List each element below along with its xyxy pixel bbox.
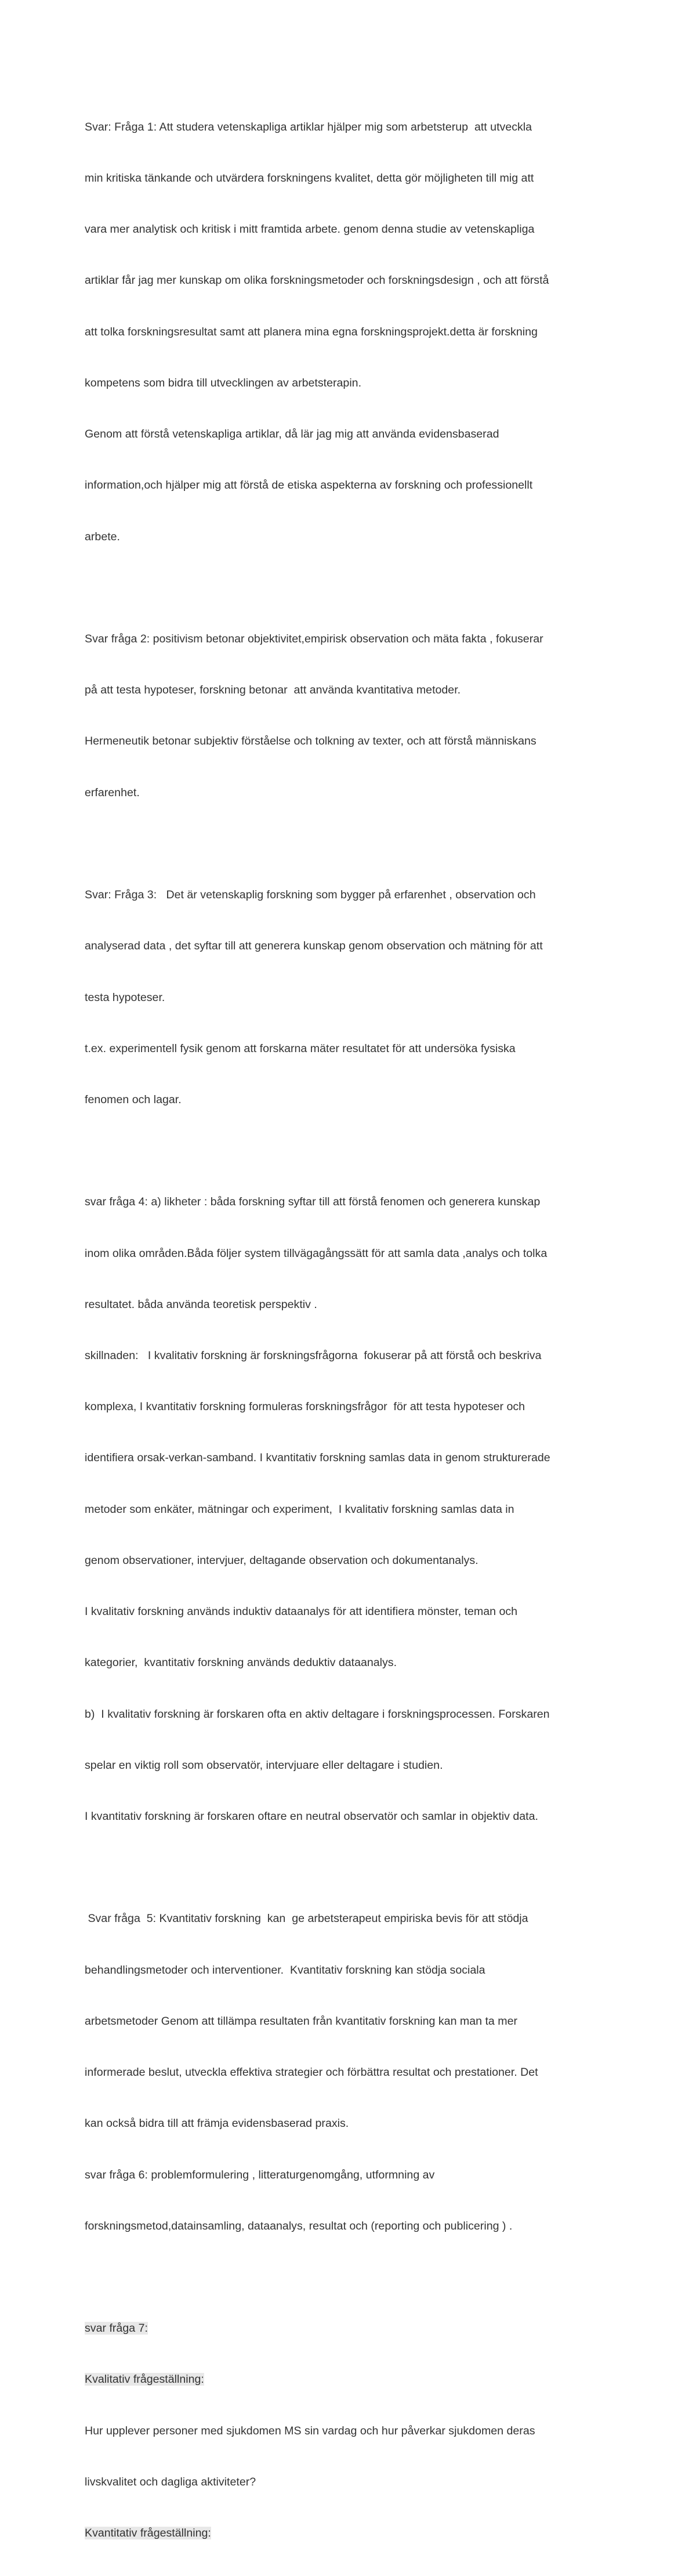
text-line: Hur upplever personer med sjukdomen MS sin vardag och hur påverkar sjukdomen deras [85,2424,535,2437]
text-line: I kvalitativ forskning används induktiv dataanalys för att identifiera mönster, teman och [85,1605,518,1618]
text-line: testa hypoteser. [85,991,165,1004]
text-line: behandlingsmetoder och interventioner. Kvantitativ forskning kan stödja sociala [85,1963,485,1977]
text-line: genom observationer, intervjuer, deltagande observation och dokumentanalys. [85,1553,478,1567]
text-line: vara mer analytisk och kritisk i mitt framtida arbete. genom denna studie av vetenskapliga [85,223,535,236]
text-line: information,och hjälper mig att förstå de etiska aspekterna av forskning och professionellt [85,479,533,492]
text-line: I kvantitativ forskning är forskaren oftare en neutral observatör och samlar in objektiv data. [85,1809,538,1823]
text-line: b) I kvalitativ forskning är forskaren ofta en aktiv deltagare i forskningsprocessen. Forskaren [85,1707,550,1721]
text-line: metoder som enkäter, mätningar och experiment, I kvalitativ forskning samlas data in [85,1502,514,1516]
text-line: arbetsmetoder Genom att tillämpa resultaten från kvantitativ forskning kan man ta mer [85,2014,517,2028]
text-line: Svar: Fråga 3: Det är vetenskaplig forskning som bygger på erfarenhet , observation och [85,888,536,902]
text-line: skillnaden: I kvalitativ forskning är forskningsfrågorna fokuserar på att förstå och beskriva [85,1349,542,1363]
text-line: artiklar får jag mer kunskap om olika forskningsmetoder och forskningsdesign , och att förstå [85,274,549,287]
text-line: analyserad data , det syftar till att generera kunskap genom observation och mätning för att [85,940,543,953]
text-line: svar fråga 6: problemformulering , litteraturgenomgång, utformning av [85,2168,435,2181]
text-line: Svar fråga 2: positivism betonar objektivitet,empirisk observation och mäta fakta , fokuserar [85,632,543,645]
answer-q5-q6 [85,1877,618,2269]
answer-q7 [85,2286,618,2576]
text-line: informerade beslut, utveckla effektiva strategier och förbättra resultat och prestationer. Det [85,2066,538,2079]
text-line-highlighted [85,2371,618,2388]
answer-q2 [85,597,618,836]
text-line: kategorier, kvantitativ forskning används deduktiv dataanalys. [85,1656,397,1670]
text-line-highlighted [85,2320,618,2337]
text-line: erfarenhet. [85,786,140,799]
text-line: forskningsmetod,datainsamling, dataanalys, resultat och (reporting och publicering ) . [85,2219,513,2232]
text-line: resultatet. båda använda teoretisk perspektiv . [85,1298,317,1311]
text-line: Hermeneutik betonar subjektiv förståelse och tolkning av texter, och att förstå människans [85,735,536,748]
text-line: fenomen och lagar. [85,1093,182,1106]
document-body [85,85,618,2576]
text-line: komplexa, I kvantitativ forskning formuleras forskningsfrågor för att testa hypoteser och [85,1400,525,1414]
text-line: Svar fråga 5: Kvantitativ forskning kan ge arbetsterapeut empiriska bevis för att stödja [85,1912,528,1925]
text-line: på att testa hypoteser, forskning betonar att använda kvantitativa metoder. [85,684,461,697]
text-line: spelar en viktig roll som observatör, intervjuare eller deltagare i studien. [85,1758,443,1772]
answer-q4 [85,1160,618,1860]
text-line: identifiera orsak-verkan-samband. I kvantitativ forskning samlas data in genom strukturerade [85,1451,550,1465]
text-line: arbete. [85,530,121,543]
highlight: svar fråga 7: [85,2322,148,2335]
text-line: Genom att förstå vetenskapliga artiklar, då lär jag mig att använda evidensbaserad [85,428,499,441]
text-line: kan också bidra till att främja evidensbaserad praxis. [85,2117,349,2130]
paragraph-gap [85,1859,618,1876]
text-line: min kritiska tänkande och utvärdera forskningens kvalitet, detta gör möjligheten till mig att [85,172,534,185]
text-line: svar fråga 4: a) likheter : båda forskning syftar till att förstå fenomen och generera kunskap [85,1195,541,1209]
paragraph-gap [85,1143,618,1159]
text-line-highlighted [85,2525,618,2542]
answer-q3 [85,852,618,1143]
text-line: livskvalitet och dagliga aktiviteter? [85,2475,256,2488]
paragraph-gap [85,2269,618,2286]
text-line: att tolka forskningsresultat samt att planera mina egna forskningsprojekt.detta är forskning [85,325,538,338]
highlight: Kvalitativ frågeställning: [85,2373,204,2386]
text-line: inom olika områden.Båda följer system tillvägagångssätt för att samla data ,analys och tolka [85,1247,548,1260]
paragraph-gap [85,836,618,852]
paragraph-gap [85,580,618,597]
text-line: kompetens som bidra till utvecklingen av arbetsterapin. [85,376,362,389]
answer-q1 [85,85,618,580]
highlight: Kvantitativ frågeställning: [85,2527,211,2540]
text-line: t.ex. experimentell fysik genom att forskarna mäter resultatet för att undersöka fysiska [85,1042,516,1055]
text-line: Svar: Fråga 1: Att studera vetenskapliga artiklar hjälper mig som arbetsterup att utveckla [85,120,532,133]
